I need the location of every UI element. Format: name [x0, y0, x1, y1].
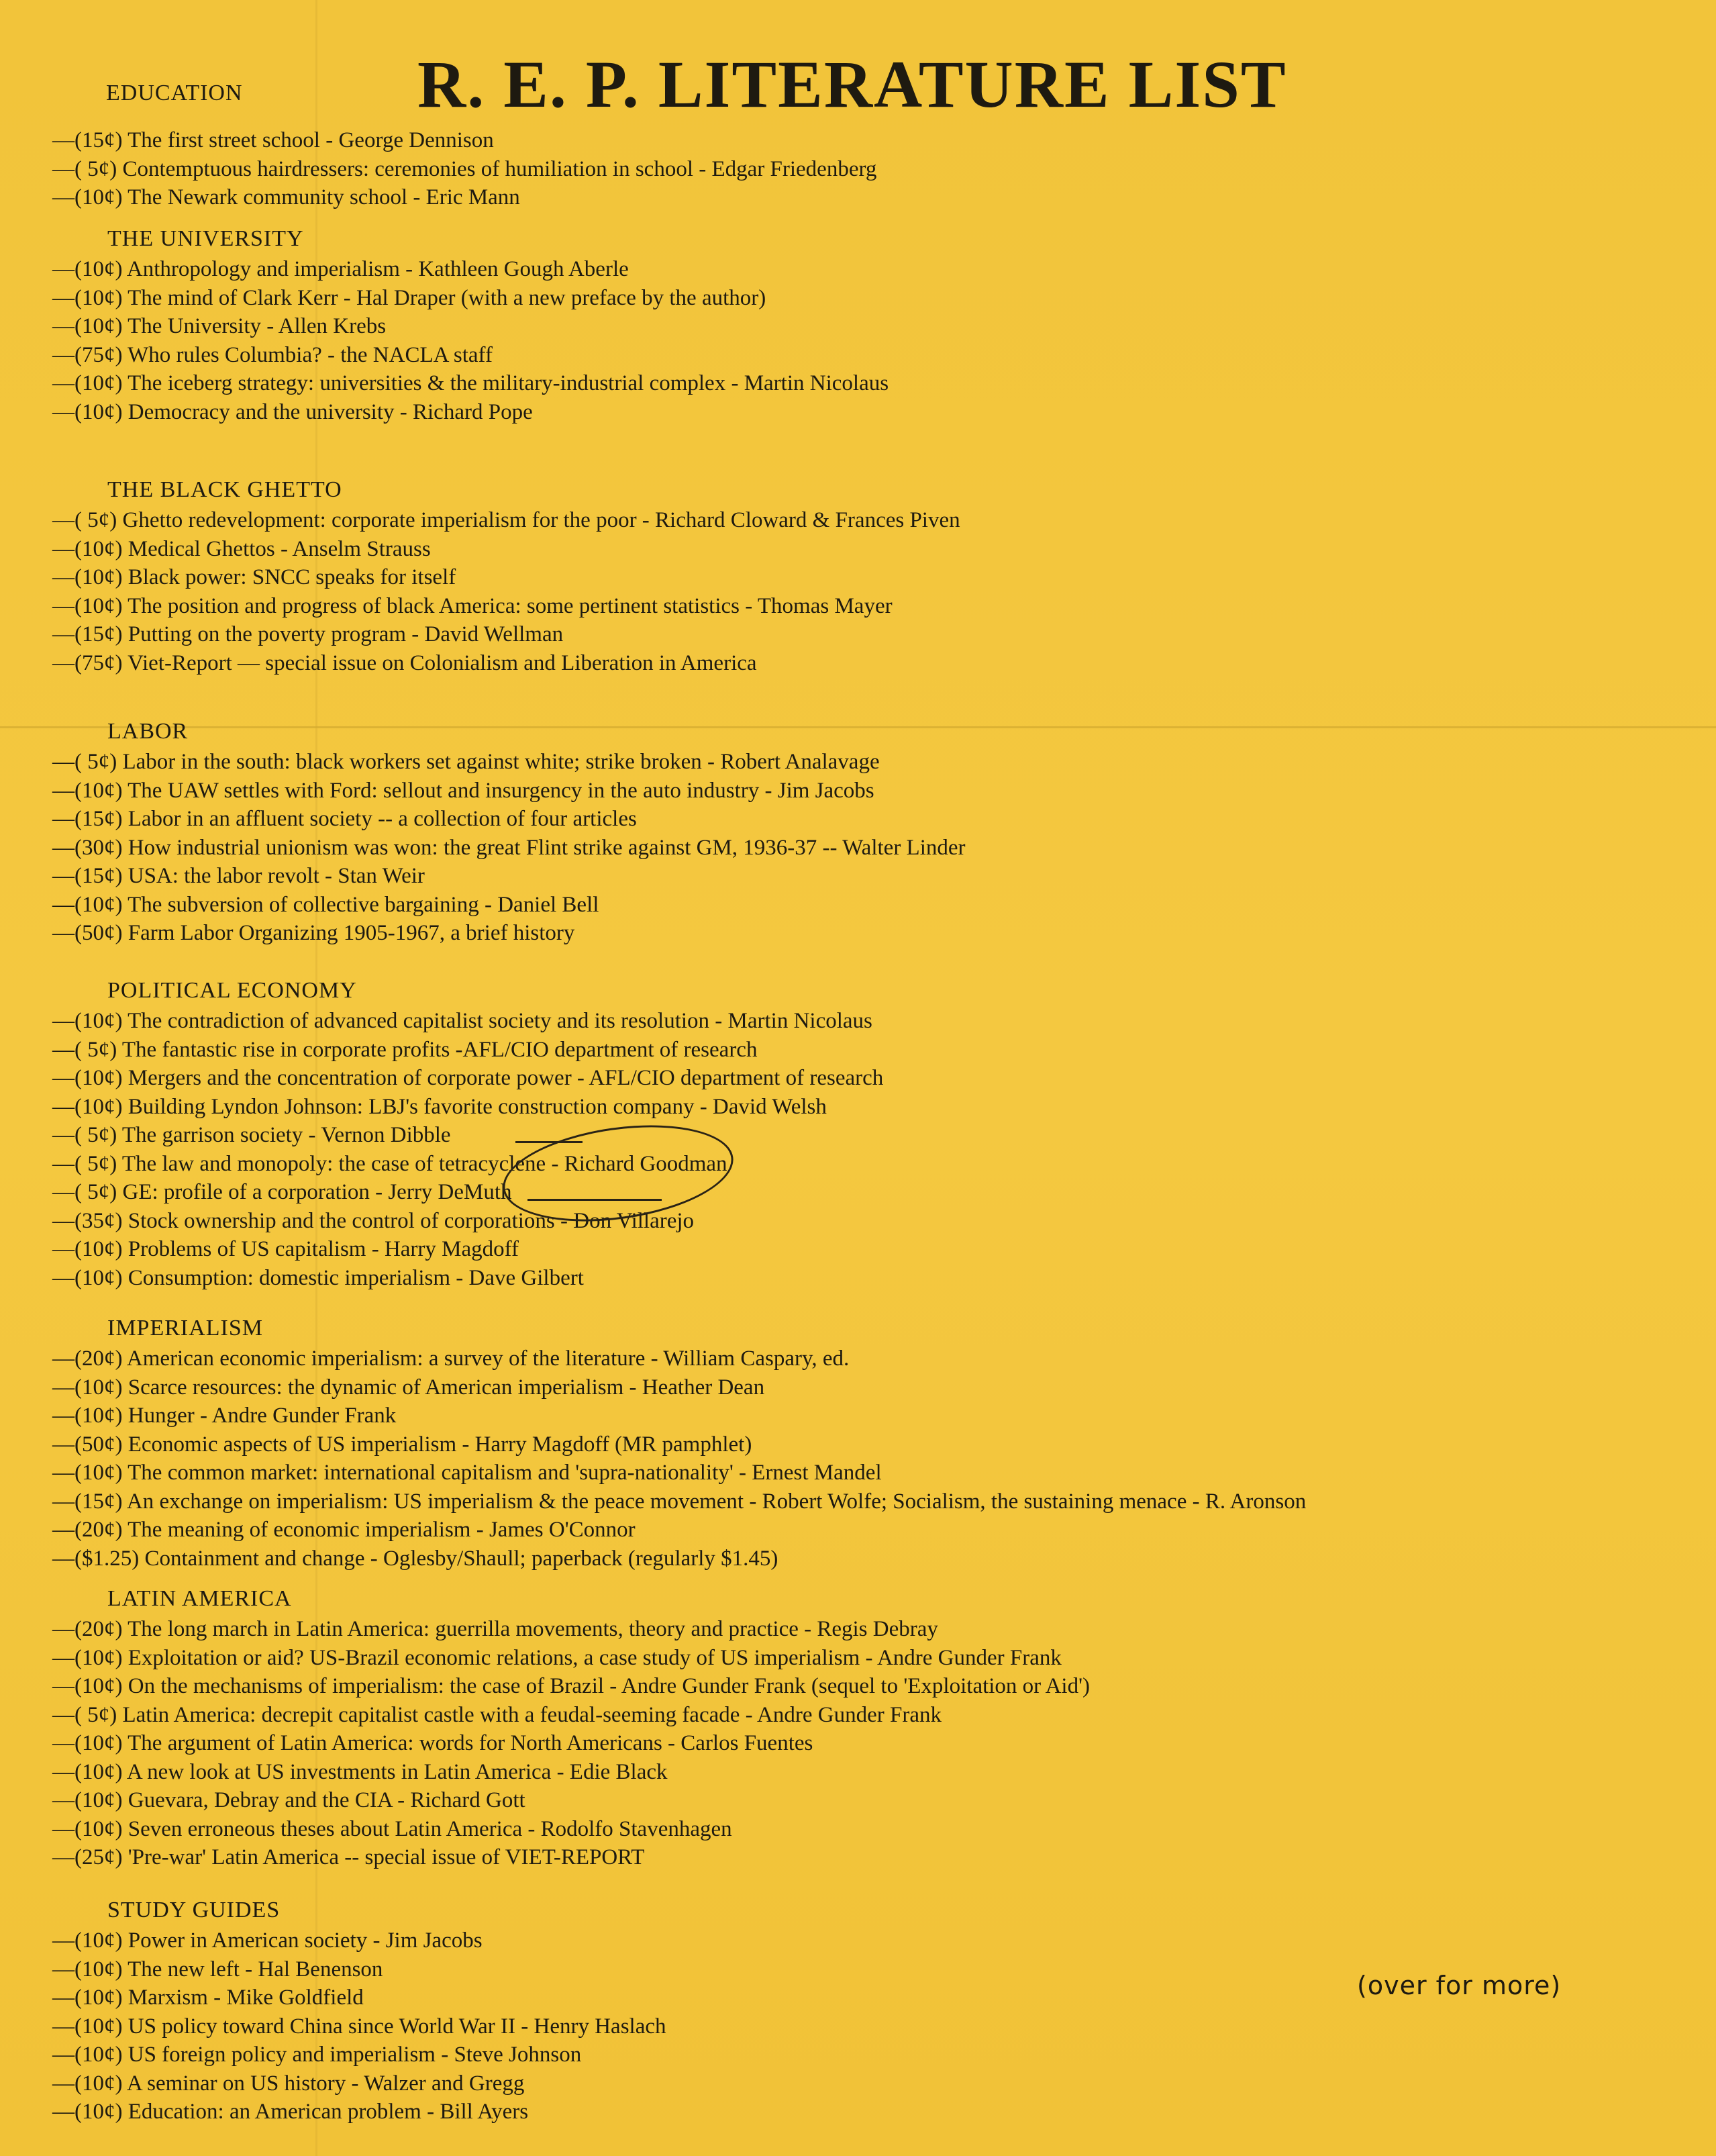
list-item — [52, 1150, 883, 1179]
list-item — [52, 1121, 883, 1150]
item-text: Problems of US capitalism - Harry Magdoff — [128, 1237, 519, 1261]
section-title: LABOR — [107, 719, 189, 744]
item-price: —(10¢) — [52, 1928, 123, 1953]
item-price: —( 5¢) — [52, 1151, 117, 1176]
list-item — [52, 1926, 666, 1955]
item-price: —(10¢) — [52, 2043, 123, 2067]
item-text: On the mechanisms of imperialism: the case of Brazil - Andre Gunder Frank (sequel to 'Exploitation or Aid') — [128, 1674, 1091, 1698]
list-item — [52, 1459, 1306, 1487]
list-item — [52, 1036, 883, 1065]
list-item — [52, 1701, 1090, 1730]
item-price: —(10¢) — [52, 314, 123, 338]
item-text: The common market: international capitalism and 'supra-nationality' - Ernest Mandel — [128, 1461, 882, 1485]
handwritten-strike-dibble — [515, 1141, 583, 1143]
list-item — [52, 777, 966, 805]
item-price: —(10¢) — [52, 1237, 123, 1261]
list-item — [52, 834, 966, 863]
item-price: —(75¢) — [52, 342, 123, 367]
item-price: —(10¢) — [52, 1759, 123, 1784]
section — [52, 1312, 1306, 1573]
item-text: The garrison society - Vernon Dibble — [121, 1123, 451, 1147]
item-text: Building Lyndon Johnson: LBJ's favorite construction company - David Welsh — [128, 1094, 827, 1119]
list-item — [52, 1758, 1090, 1787]
item-price: —(15¢) — [52, 1489, 123, 1514]
item-price: —(10¢) — [52, 2071, 123, 2096]
section-title: LATIN AMERICA — [107, 1586, 292, 1611]
item-price: —(20¢) — [52, 1518, 123, 1542]
section — [52, 1583, 1090, 1872]
list-item — [52, 748, 966, 777]
item-price: —(10¢) — [52, 1094, 123, 1119]
item-text: US policy toward China since World War II - Henry Haslach — [128, 2014, 666, 2039]
item-text: Latin America: decrepit capitalist castle with a feudal-seeming facade - Andre Gunder Frank — [122, 1702, 942, 1727]
list-item — [52, 1264, 883, 1293]
item-price: —(15¢) — [52, 864, 123, 888]
item-text: A seminar on US history - Walzer and Gregg — [126, 2071, 525, 2096]
item-text: The first street school - George Dennison — [128, 128, 494, 152]
item-text: The meaning of economic imperialism - James O'Connor — [128, 1518, 636, 1542]
list-item — [52, 1786, 1090, 1815]
item-price: —(10¢) — [52, 1674, 123, 1698]
item-text: The argument of Latin America: words for North Americans - Carlos Fuentes — [128, 1731, 813, 1755]
item-text: The iceberg strategy: universities & the military-industrial complex - Martin Nicolaus — [128, 371, 889, 395]
item-price: —( 5¢) — [52, 508, 117, 532]
item-price: —(10¢) — [52, 1375, 123, 1400]
item-text: Stock ownership and the control of corporations - Don Villarejo — [128, 1208, 695, 1233]
item-price: —(50¢) — [52, 921, 123, 945]
item-text: 'Pre-war' Latin America -- special issue of VIET-REPORT — [128, 1845, 645, 1869]
item-price: —(30¢) — [52, 835, 123, 860]
item-text: Labor in an affluent society -- a collection of four articles — [128, 807, 637, 831]
list-item — [52, 284, 889, 313]
item-price: —( 5¢) — [52, 1180, 117, 1204]
item-price: —(20¢) — [52, 1346, 123, 1371]
list-item — [52, 891, 966, 920]
item-price: —( 5¢) — [52, 1123, 117, 1147]
item-price: —(10¢) — [52, 1957, 123, 1981]
section-title: THE BLACK GHETTO — [107, 477, 342, 502]
item-price: —(35¢) — [52, 1208, 123, 1233]
item-price: —(10¢) — [52, 1066, 123, 1090]
item-price: —(25¢) — [52, 1845, 123, 1869]
item-price: —(15¢) — [52, 622, 123, 646]
item-text: Seven erroneous theses about Latin America - Rodolfo Stavenhagen — [128, 1816, 732, 1841]
item-price: —(50¢) — [52, 1432, 123, 1457]
list-item — [52, 1344, 1306, 1373]
item-text: Power in American society - Jim Jacobs — [128, 1928, 483, 1953]
item-text: The position and progress of black America: some pertinent statistics - Thomas Mayer — [128, 593, 893, 618]
list-item — [52, 1007, 883, 1036]
item-text: Putting on the poverty program - David Wellman — [128, 622, 564, 646]
list-item — [52, 1064, 883, 1093]
list-item — [52, 649, 960, 678]
list-item — [52, 1373, 1306, 1402]
item-price: —(10¢) — [52, 1731, 123, 1755]
item-text: The law and monopoly: the case of tetracyclene - Richard Goodman — [121, 1151, 727, 1176]
list-item — [52, 312, 889, 341]
item-price: —(10¢) — [52, 892, 123, 917]
list-item — [52, 506, 960, 535]
list-item — [52, 2098, 666, 2126]
item-text: Hunger - Andre Gunder Frank — [128, 1404, 397, 1428]
list-item — [52, 1672, 1090, 1701]
item-text: The mind of Clark Kerr - Hal Draper (with a new preface by the author) — [128, 285, 766, 310]
item-price: —(15¢) — [52, 128, 123, 152]
item-text: Anthropology and imperialism - Kathleen Gough Aberle — [126, 257, 629, 281]
list-item — [52, 369, 889, 398]
item-price: —( 5¢) — [52, 750, 117, 774]
item-text: A new look at US investments in Latin America - Edie Black — [126, 1759, 668, 1784]
list-item — [52, 1178, 883, 1207]
item-text: Mergers and the concentration of corporate power - AFL/CIO department of research — [128, 1066, 884, 1090]
section-title: THE UNIVERSITY — [107, 226, 304, 251]
item-text: GE: profile of a corporation - Jerry DeMuth — [122, 1180, 512, 1204]
list-item — [52, 1983, 666, 2012]
section-title: POLITICAL ECONOMY — [107, 978, 357, 1003]
item-text: Education: an American problem - Bill Ayers — [128, 2100, 529, 2124]
item-text: Labor in the south: black workers set against white; strike broken - Robert Analavage — [122, 750, 880, 774]
item-text: The fantastic rise in corporate profits -AFL/CIO department of research — [121, 1037, 758, 1062]
list-item — [52, 1207, 883, 1236]
item-price: —( 5¢) — [52, 156, 117, 181]
item-text: How industrial unionism was won: the great Flint strike against GM, 1936-37 -- Walter Linder — [128, 835, 966, 860]
handwritten-strike-demuth — [527, 1199, 662, 1201]
item-price: —(10¢) — [52, 285, 123, 310]
list-item — [52, 919, 966, 948]
item-price: —(10¢) — [52, 371, 123, 395]
item-price: —(10¢) — [52, 1461, 123, 1485]
section — [52, 223, 889, 426]
list-item — [52, 535, 960, 564]
item-price: —( 5¢) — [52, 1037, 117, 1062]
list-item — [52, 1093, 883, 1122]
item-text: The new left - Hal Benenson — [128, 1957, 383, 1981]
item-text: The University - Allen Krebs — [128, 314, 387, 338]
list-item — [52, 1729, 1090, 1758]
section-title: STUDY GUIDES — [107, 1898, 281, 1922]
section-title: IMPERIALISM — [107, 1316, 264, 1340]
list-item — [52, 2012, 666, 2041]
item-text: An exchange on imperialism: US imperialism & the peace movement - Robert Wolfe; Socialism, the sustaining menace - R. Aronson — [126, 1489, 1307, 1514]
section — [52, 126, 876, 212]
item-text: Guevara, Debray and the CIA - Richard Gott — [128, 1788, 525, 1812]
list-item — [52, 183, 876, 212]
list-item — [52, 862, 966, 891]
over-for-more-note: (over for more) — [1357, 1971, 1562, 2000]
item-price: —(10¢) — [52, 1404, 123, 1428]
item-price: —(75¢) — [52, 650, 123, 675]
section — [52, 474, 960, 677]
item-price: —(10¢) — [52, 1265, 123, 1290]
item-text: Contemptuous hairdressers: ceremonies of humiliation in school - Edgar Friedenberg — [122, 156, 877, 181]
list-item — [52, 1843, 1090, 1872]
list-item — [52, 1430, 1306, 1459]
item-price: —(10¢) — [52, 565, 123, 589]
item-text: Marxism - Mike Goldfield — [128, 1986, 364, 2010]
list-item — [52, 2069, 666, 2098]
item-price: —( 5¢) — [52, 1702, 117, 1727]
list-item — [52, 1955, 666, 1984]
item-price: —(10¢) — [52, 536, 123, 561]
item-text: The Newark community school - Eric Mann — [128, 185, 520, 209]
list-item — [52, 1402, 1306, 1430]
item-text: The subversion of collective bargaining - Daniel Bell — [128, 892, 599, 917]
item-text: Farm Labor Organizing 1905-1967, a brief history — [128, 921, 575, 945]
section — [52, 975, 883, 1292]
section — [52, 1894, 666, 2126]
list-item — [52, 563, 960, 592]
list-item — [52, 155, 876, 184]
item-price: —(10¢) — [52, 1009, 123, 1033]
item-price: —(10¢) — [52, 2014, 123, 2039]
item-price: —(15¢) — [52, 807, 123, 831]
item-price: —(10¢) — [52, 2100, 123, 2124]
item-text: The UAW settles with Ford: sellout and insurgency in the auto industry - Jim Jacobs — [128, 778, 874, 803]
item-price: —(10¢) — [52, 257, 123, 281]
list-item — [52, 341, 889, 370]
item-price: —(10¢) — [52, 185, 123, 209]
item-text: Democracy and the university - Richard Pope — [128, 399, 533, 424]
list-item — [52, 1644, 1090, 1673]
list-item — [52, 805, 966, 834]
list-item — [52, 398, 889, 427]
list-item — [52, 620, 960, 649]
item-price: —(10¢) — [52, 593, 123, 618]
item-price: —(10¢) — [52, 1816, 123, 1841]
list-item — [52, 1516, 1306, 1545]
item-price: —(10¢) — [52, 399, 123, 424]
list-item — [52, 1235, 883, 1264]
list-item — [52, 126, 876, 155]
list-item — [52, 1545, 1306, 1573]
item-price: —(10¢) — [52, 1986, 123, 2010]
item-text: Containment and change - Oglesby/Shaull; paperback (regularly $1.45) — [144, 1546, 778, 1571]
item-text: Medical Ghettos - Anselm Strauss — [128, 536, 431, 561]
item-text: Consumption: domestic imperialism - Dave Gilbert — [128, 1265, 584, 1290]
item-text: Who rules Columbia? - the NACLA staff — [128, 342, 493, 367]
item-price: —(10¢) — [52, 1788, 123, 1812]
item-price: —(10¢) — [52, 1645, 123, 1670]
item-text: Economic aspects of US imperialism - Harry Magdoff (MR pamphlet) — [128, 1432, 752, 1457]
item-text: USA: the labor revolt - Stan Weir — [128, 864, 425, 888]
item-text: Black power: SNCC speaks for itself — [128, 565, 456, 589]
item-text: American economic imperialism: a survey of the literature - William Caspary, ed. — [126, 1346, 850, 1371]
item-text: The contradiction of advanced capitalist society and its resolution - Martin Nicolaus — [128, 1009, 872, 1033]
list-item — [52, 255, 889, 284]
list-item — [52, 1487, 1306, 1516]
item-text: Viet-Report — special issue on Colonialism and Liberation in America — [128, 650, 757, 675]
item-price: —(20¢) — [52, 1617, 123, 1641]
item-price: —($1.25) — [52, 1546, 140, 1571]
header-education-label: EDUCATION — [106, 81, 243, 105]
item-text: Ghetto redevelopment: corporate imperialism for the poor - Richard Cloward & Frances Piven — [122, 508, 960, 532]
item-text: Exploitation or aid? US-Brazil economic relations, a case study of US imperialism - Andre Gunder Frank — [128, 1645, 1062, 1670]
page-title: R. E. P. LITERATURE LIST — [417, 47, 1287, 121]
item-price: —(10¢) — [52, 778, 123, 803]
item-text: The long march in Latin America: guerrilla movements, theory and practice - Regis Debray — [128, 1617, 938, 1641]
list-item — [52, 1615, 1090, 1644]
section — [52, 716, 966, 948]
list-item — [52, 592, 960, 621]
list-item — [52, 2041, 666, 2069]
item-text: Scarce resources: the dynamic of American imperialism - Heather Dean — [128, 1375, 765, 1400]
list-item — [52, 1815, 1090, 1844]
item-text: US foreign policy and imperialism - Steve Johnson — [128, 2043, 582, 2067]
